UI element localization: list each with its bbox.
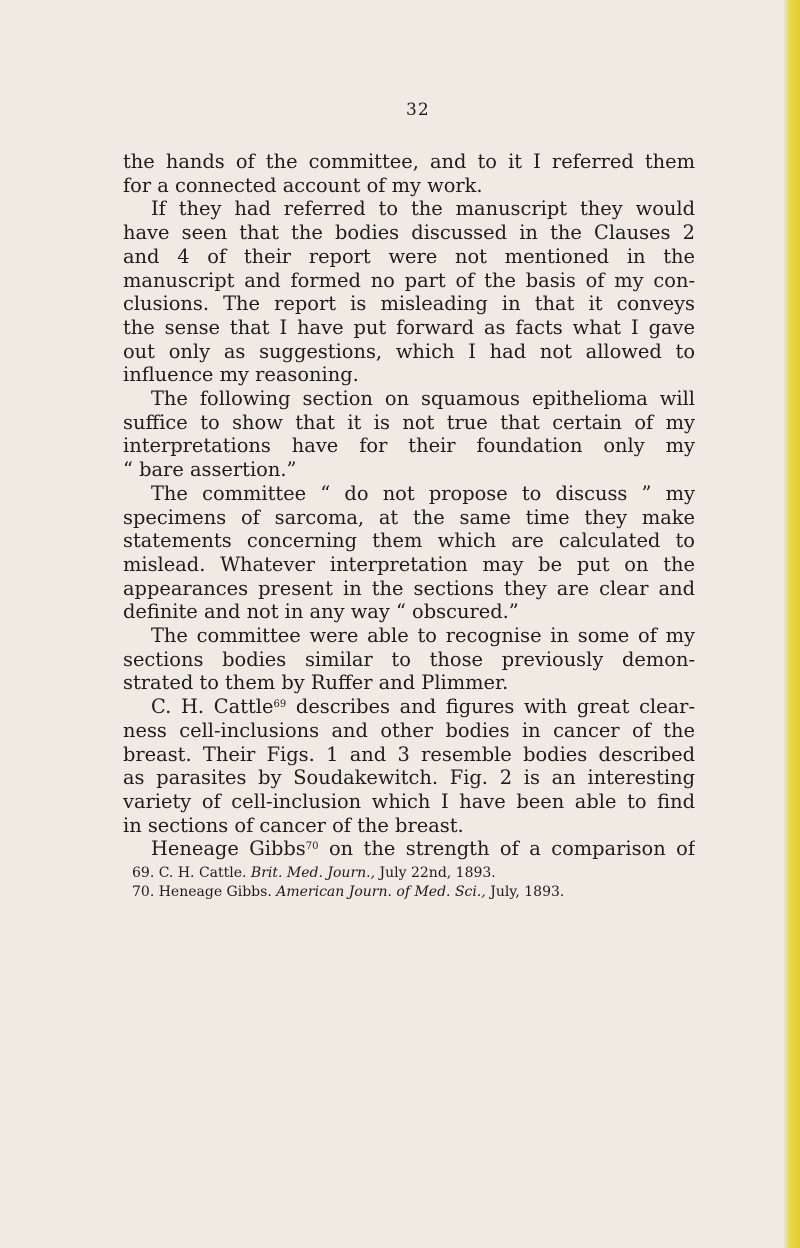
body-text bbox=[123, 150, 695, 861]
footnote-number: 70. bbox=[132, 884, 155, 900]
text-line: interpretations have for their foundation only my bbox=[123, 434, 695, 458]
footnote-author: C. H. Cattle. bbox=[158, 865, 247, 881]
text-line: variety of cell-inclusion which I have been able to find bbox=[123, 789, 695, 813]
text-line: statements concerning them which are calculated to bbox=[123, 529, 695, 553]
text-line-gibbs bbox=[123, 837, 695, 861]
text-line: appearances present in the sections they are clear and bbox=[123, 576, 695, 600]
text-line: manuscript and formed no part of the basis of my con- bbox=[123, 268, 695, 292]
page-edge bbox=[784, 0, 800, 1248]
text-line: influence my reasoning. bbox=[123, 363, 359, 387]
text-line: the hands of the committee, and to it I referred them bbox=[123, 150, 695, 173]
footnote-date: July 22nd, 1893. bbox=[379, 865, 496, 881]
text-line: definite and not in any way “ obscured.” bbox=[123, 600, 519, 624]
footnote-ref: 69 bbox=[273, 699, 287, 711]
text-line: out only as suggestions, which I had not allowed to bbox=[123, 339, 695, 363]
footnote bbox=[132, 883, 692, 901]
text-line: “ bare assertion.” bbox=[123, 458, 297, 482]
text-line-cattle bbox=[123, 695, 695, 719]
page-number: 32 bbox=[406, 100, 430, 120]
text-line: The following section on squamous epithelioma will bbox=[151, 387, 695, 411]
text-line: the sense that I have put forward as facts what I gave bbox=[123, 315, 695, 339]
footnote-number: 69. bbox=[132, 865, 155, 881]
text-line: in sections of cancer of the breast. bbox=[123, 813, 464, 837]
text-line: mislead. Whatever interpretation may be put on the bbox=[123, 552, 695, 576]
text-fragment: on the strength of a comparison of bbox=[328, 837, 695, 861]
text-line: for a connected account of my work. bbox=[123, 173, 483, 197]
text-line: have seen that the bodies discussed in the Clauses 2 bbox=[123, 221, 695, 245]
text-line: The committee were able to recognise in some of my bbox=[151, 624, 695, 648]
text-fragment: describes and figures with great clear- bbox=[295, 695, 695, 719]
text-line: as parasites by Soudakewitch. Fig. 2 is an interesting bbox=[123, 766, 695, 790]
footnote-journal: Brit. Med. Journ., bbox=[250, 865, 376, 881]
text-line: strated to them by Ruffer and Plimmer. bbox=[123, 671, 509, 695]
text-line: clusions. The report is misleading in that it conveys bbox=[123, 292, 695, 316]
footnote-author: Heneage Gibbs. bbox=[158, 884, 272, 900]
text-line: The committee “ do not propose to discuss ” my bbox=[151, 481, 695, 505]
text-line: breast. Their Figs. 1 and 3 resemble bodies described bbox=[123, 742, 695, 766]
footnote bbox=[132, 864, 692, 882]
footnote-date: July, 1893. bbox=[490, 884, 565, 900]
author-name: C. H. Cattle bbox=[151, 695, 274, 719]
text-line: suffice to show that it is not true that certain of my bbox=[123, 410, 695, 434]
footnote-journal: American Journ. of Med. Sci., bbox=[276, 884, 486, 900]
text-line: specimens of sarcoma, at the same time they make bbox=[123, 505, 695, 529]
footnote-ref: 70 bbox=[305, 841, 319, 853]
text-line: If they had referred to the manuscript they would bbox=[151, 197, 695, 221]
text-line: ness cell-inclusions and other bodies in cancer of the bbox=[123, 718, 695, 742]
text-line: sections bodies similar to those previously demon- bbox=[123, 647, 695, 671]
text-line: and 4 of their report were not mentioned in the bbox=[123, 244, 695, 268]
author-name: Heneage Gibbs bbox=[151, 837, 306, 861]
